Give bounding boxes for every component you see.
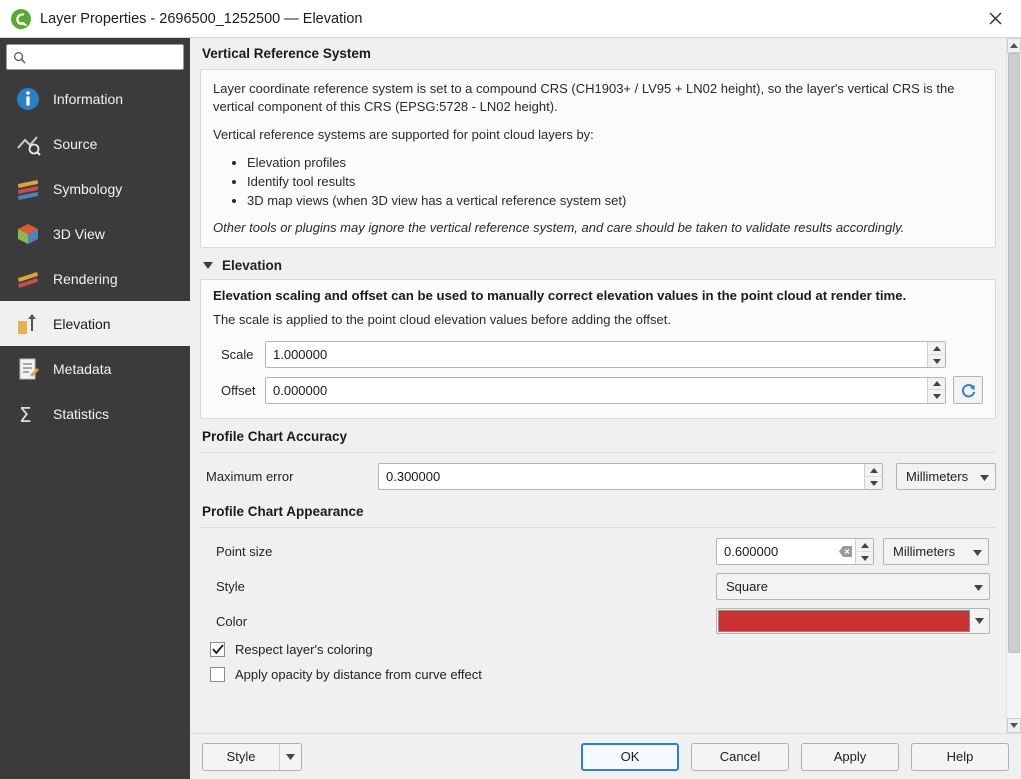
scale-input[interactable] xyxy=(265,341,946,368)
chevron-down-icon[interactable] xyxy=(970,618,988,624)
maximum-error-row xyxy=(206,463,996,490)
sidebar-item-statistics[interactable] xyxy=(0,391,190,436)
scale-label: Scale xyxy=(221,347,254,363)
svg-text:Σ: Σ xyxy=(19,402,32,427)
offset-input[interactable] xyxy=(265,377,946,404)
stepper-down-icon[interactable] xyxy=(928,390,945,403)
stepper-down-icon[interactable] xyxy=(865,477,882,490)
apply-opacity-by-distance-label: Apply opacity by distance from curve effect xyxy=(235,667,482,683)
apply-label: Apply xyxy=(833,749,867,764)
stepper-up-icon[interactable] xyxy=(856,539,873,552)
sidebar-item-label: Metadata xyxy=(53,360,112,377)
scrollbar-thumb[interactable] xyxy=(1008,53,1020,653)
chevron-down-icon[interactable] xyxy=(973,544,982,559)
list-item: • Identify tool results xyxy=(247,173,983,192)
clear-icon[interactable] xyxy=(835,546,855,557)
apply-button[interactable] xyxy=(801,743,899,771)
search-icon xyxy=(13,51,26,64)
cube-3d-icon xyxy=(13,219,43,249)
cancel-button[interactable] xyxy=(691,743,789,771)
style-row xyxy=(216,573,996,600)
sidebar-item-label: Elevation xyxy=(53,315,111,332)
stepper-down-icon[interactable] xyxy=(928,355,945,368)
vertical-scrollbar[interactable] xyxy=(1006,38,1021,733)
style-menu-label: Style xyxy=(226,749,256,764)
dialog-body xyxy=(0,38,1021,779)
vrs-paragraph-1: Layer coordinate reference system is set to a compound CRS (CH1903+ / LV95 + LN02 height), so the layer's vertical CRS is the vertical component of this CRS (EPSG:5728 - LN02 height). xyxy=(213,81,955,114)
point-size-stepper[interactable] xyxy=(855,539,873,564)
cancel-label: Cancel xyxy=(719,749,761,764)
elevation-sub-line: The scale is applied to the point cloud elevation values before adding the offset. xyxy=(213,312,671,328)
offset-label: Offset xyxy=(221,382,256,398)
maximum-error-label: Maximum error xyxy=(206,469,294,485)
content-panel xyxy=(190,38,1021,779)
respect-layer-coloring-checkbox[interactable] xyxy=(210,642,996,657)
qgis-logo-icon xyxy=(10,8,32,30)
list-item: • Elevation profiles xyxy=(247,154,983,173)
respect-layer-coloring-label: Respect layer's coloring xyxy=(235,642,373,658)
sidebar-item-label: Statistics xyxy=(53,405,110,422)
sidebar-search-wrap xyxy=(0,38,190,74)
scale-stepper[interactable] xyxy=(927,342,945,367)
title-bar xyxy=(0,0,1021,38)
appearance-title: Profile Chart Appearance xyxy=(202,504,364,520)
stepper-down-icon[interactable] xyxy=(856,552,873,565)
ok-button[interactable] xyxy=(581,743,679,771)
appearance-divider xyxy=(200,527,996,528)
offset-value: 0.000000 xyxy=(273,382,328,398)
scale-value: 1.000000 xyxy=(273,347,328,363)
help-button[interactable] xyxy=(911,743,1009,771)
elevation-collapse-header[interactable] xyxy=(202,258,996,273)
offset-row xyxy=(213,376,983,404)
color-label: Color xyxy=(216,613,248,629)
scroll-down-icon[interactable] xyxy=(1007,718,1021,733)
point-size-input[interactable] xyxy=(716,538,874,565)
color-row xyxy=(216,608,996,634)
information-icon xyxy=(13,84,43,114)
vrs-groupbox xyxy=(200,69,996,248)
chevron-down-icon[interactable] xyxy=(202,258,214,273)
search-box[interactable] xyxy=(6,44,184,70)
close-icon[interactable] xyxy=(975,3,1015,35)
elevation-groupbox xyxy=(200,279,996,419)
sidebar-item-3d-view[interactable] xyxy=(0,211,190,256)
accuracy-divider xyxy=(200,452,996,453)
sidebar-item-elevation[interactable] xyxy=(0,301,190,346)
maximum-error-stepper[interactable] xyxy=(864,464,882,489)
vrs-paragraph-2: Vertical reference systems are supported for point cloud layers by: xyxy=(213,126,594,142)
help-label: Help xyxy=(946,749,974,764)
vrs-title: Vertical Reference System xyxy=(202,46,371,61)
refresh-icon[interactable] xyxy=(953,376,983,404)
point-size-unit-value: Millimeters xyxy=(893,544,956,560)
vrs-note: Other tools or plugins may ignore the vertical reference system, and care should be taken to validate results accordingly. xyxy=(213,220,905,236)
checkbox-box[interactable] xyxy=(210,667,225,682)
maximum-error-value: 0.300000 xyxy=(386,469,441,485)
elevation-group-title: Elevation xyxy=(222,258,283,274)
color-picker[interactable] xyxy=(716,608,990,634)
sidebar xyxy=(0,38,190,779)
elevation-bold-line: Elevation scaling and offset can be used to manually correct elevation values in the point cloud at render time. xyxy=(213,288,907,304)
search-input[interactable] xyxy=(30,49,189,65)
maximum-error-unit-select[interactable] xyxy=(896,463,996,490)
sidebar-item-label: Rendering xyxy=(53,270,118,287)
point-size-label: Point size xyxy=(216,544,273,560)
maximum-error-input[interactable] xyxy=(378,463,883,490)
chevron-down-icon[interactable] xyxy=(974,579,983,594)
rendering-icon xyxy=(13,264,43,294)
statistics-icon xyxy=(13,399,43,429)
window-title: Layer Properties - 2696500_1252500 — Elevation xyxy=(40,10,363,27)
metadata-icon xyxy=(13,354,43,384)
chevron-down-icon[interactable] xyxy=(980,469,989,484)
scrollbar-track[interactable] xyxy=(1007,53,1021,718)
stepper-up-icon[interactable] xyxy=(928,378,945,391)
vrs-bullet-list xyxy=(213,154,983,211)
style-label: Style xyxy=(216,579,245,595)
stepper-up-icon[interactable] xyxy=(928,342,945,355)
profile-chart-accuracy-section xyxy=(198,429,998,490)
style-select[interactable] xyxy=(716,573,990,600)
style-value: Square xyxy=(726,579,768,595)
sidebar-item-label: Information xyxy=(53,90,124,107)
maximum-error-unit-value: Millimeters xyxy=(906,469,969,485)
sidebar-item-label: Symbology xyxy=(53,180,123,197)
sidebar-item-label: Source xyxy=(53,135,98,152)
list-item: • 3D map views (when 3D view has a vertical reference system set) xyxy=(247,192,983,211)
vertical-reference-system-section xyxy=(198,46,998,248)
elevation-icon xyxy=(13,309,43,339)
accuracy-title: Profile Chart Accuracy xyxy=(202,429,348,445)
profile-chart-appearance-section xyxy=(198,504,998,682)
source-icon xyxy=(13,129,43,159)
sidebar-nav xyxy=(0,76,190,436)
sidebar-item-source[interactable] xyxy=(0,121,190,166)
apply-opacity-by-distance-checkbox[interactable] xyxy=(210,667,996,682)
symbology-icon xyxy=(13,174,43,204)
sidebar-item-label: 3D View xyxy=(53,225,105,242)
style-menu-button[interactable] xyxy=(202,743,302,771)
dialog-footer xyxy=(190,733,1021,779)
scroll-up-icon[interactable] xyxy=(1007,38,1021,53)
color-swatch[interactable] xyxy=(718,610,970,632)
checkbox-box[interactable] xyxy=(210,642,225,657)
offset-stepper[interactable] xyxy=(927,378,945,403)
stepper-up-icon[interactable] xyxy=(865,464,882,477)
point-size-value: 0.600000 xyxy=(724,544,779,560)
sidebar-item-rendering[interactable] xyxy=(0,256,190,301)
point-size-unit-select[interactable] xyxy=(883,538,989,565)
point-size-row xyxy=(216,538,996,565)
sidebar-item-metadata[interactable] xyxy=(0,346,190,391)
sidebar-item-symbology[interactable] xyxy=(0,166,190,211)
scale-row xyxy=(213,341,983,368)
chevron-down-icon[interactable] xyxy=(279,744,301,770)
elevation-section xyxy=(198,258,998,419)
properties-scroll-content xyxy=(190,38,1006,733)
ok-label: OK xyxy=(620,749,640,764)
sidebar-item-information[interactable] xyxy=(0,76,190,121)
scroll-area xyxy=(190,38,1021,733)
